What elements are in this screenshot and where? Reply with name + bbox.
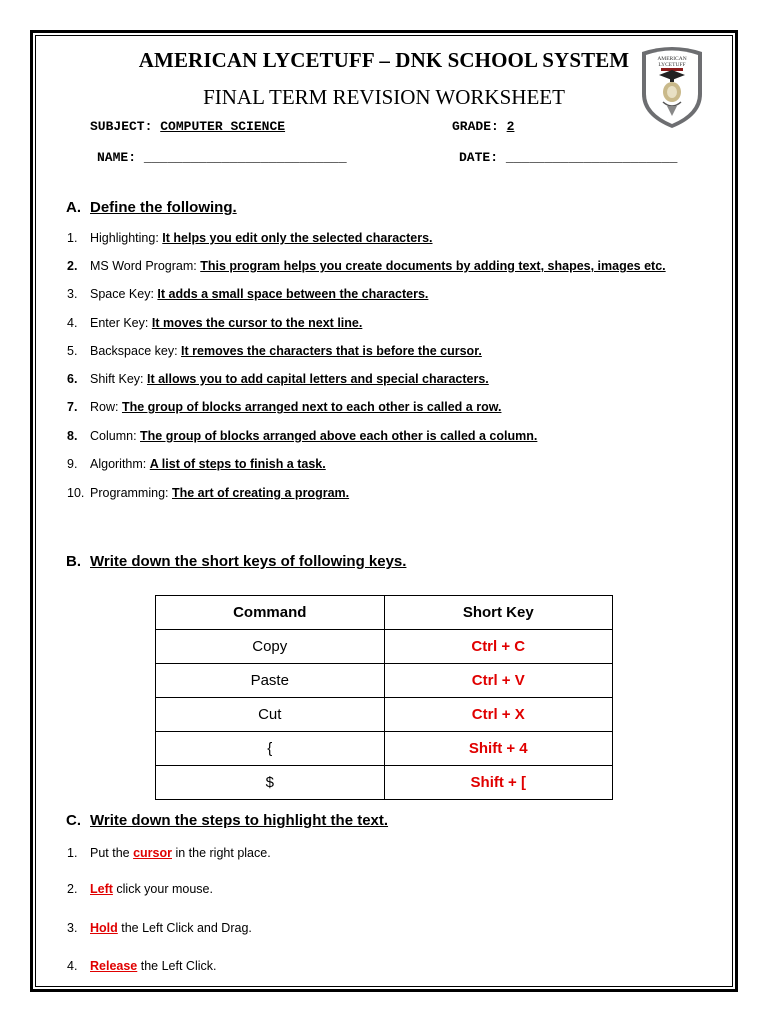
definition-term: Backspace key: <box>90 344 178 358</box>
definition-text: It helps you edit only the selected characters. <box>162 231 433 245</box>
definition-text: It allows you to add capital letters and special characters. <box>146 372 489 386</box>
definition-text: The group of blocks arranged next to each other is called a row. <box>121 400 502 414</box>
definition-term: Shift Key: <box>90 372 144 386</box>
definition-text: A list of steps to finish a task. <box>149 457 326 471</box>
short-key-cell: Shift + [ <box>384 766 613 800</box>
command-header: Command <box>156 596 385 630</box>
step-keyword: Hold <box>90 921 118 935</box>
command-cell: Cut <box>156 698 385 732</box>
table-row <box>156 732 613 766</box>
school-logo-icon <box>637 44 707 130</box>
definition-item: 8. Column: The group of blocks arranged above each other is called a column. <box>67 429 538 443</box>
step-keyword: Left <box>90 882 113 896</box>
definition-text: It moves the cursor to the next line. <box>151 316 363 330</box>
definition-item: 1. Highlighting: It helps you edit only the selected characters. <box>67 231 433 245</box>
section-c-letter: C. <box>66 812 81 829</box>
table-row <box>156 698 613 732</box>
section-b-heading <box>66 553 406 570</box>
table-row <box>156 766 613 800</box>
step-keyword: cursor <box>133 846 172 860</box>
section-b-title: Write down the short keys of following keys. <box>90 553 407 570</box>
step-keyword: Release <box>90 959 138 973</box>
definition-item: 5. Backspace key: It removes the characters that is before the cursor. <box>67 344 482 358</box>
grade-value: 2 <box>506 119 515 134</box>
subject-label: SUBJECT: <box>90 119 153 134</box>
section-a-letter: A. <box>66 199 81 216</box>
step-item: 3. Hold the Left Click and Drag. <box>67 921 252 935</box>
short-key-cell: Ctrl + C <box>384 630 613 664</box>
step-item: 1. Put the cursor in the right place. <box>67 846 271 860</box>
definition-text: It adds a small space between the characters. <box>157 287 429 301</box>
definition-item: 2. MS Word Program: This program helps you create documents by adding text, shapes, images etc. <box>67 259 666 273</box>
grade-label: GRADE: <box>452 119 499 134</box>
definition-text: The art of creating a program. <box>171 486 350 500</box>
step-item: 4. Release the Left Click. <box>67 959 217 973</box>
section-a-title: Define the following. <box>90 199 237 216</box>
short-key-cell: Ctrl + X <box>384 698 613 732</box>
logo-text-lycetuff: LYCETUFF <box>658 62 686 68</box>
definition-text: This program helps you create documents by adding text, shapes, images etc. <box>200 259 666 273</box>
definition-text: It removes the characters that is before the cursor. <box>181 344 482 358</box>
definition-item: 3. Space Key: It adds a small space between the characters. <box>67 287 429 301</box>
definition-item: 9. Algorithm: A list of steps to finish a task. <box>67 457 326 471</box>
logo-text-american: AMERICAN <box>657 56 687 62</box>
section-a-heading <box>66 199 237 216</box>
definition-text: The group of blocks arranged above each other is called a column. <box>140 429 538 443</box>
worksheet-title: FINAL TERM REVISION WORKSHEET <box>203 85 565 109</box>
definition-term: Programming: <box>90 486 169 500</box>
table-header-row <box>156 596 613 630</box>
subject-value: COMPUTER SCIENCE <box>160 119 286 134</box>
definition-term: Enter Key: <box>90 316 149 330</box>
date-blank: ______________________ <box>505 150 678 165</box>
definition-term: Space Key: <box>90 287 154 301</box>
command-cell: { <box>156 732 385 766</box>
command-cell: $ <box>156 766 385 800</box>
table-row <box>156 630 613 664</box>
date-label: DATE: <box>459 150 499 165</box>
shortcut-table <box>155 595 613 800</box>
name-blank: __________________________ <box>143 150 347 165</box>
definition-term: Algorithm: <box>90 457 147 471</box>
step-item: 2. Left click your mouse. <box>67 882 213 896</box>
page-border-inner <box>35 35 733 987</box>
command-cell: Paste <box>156 664 385 698</box>
short-key-cell: Ctrl + V <box>384 664 613 698</box>
definition-term: Row: <box>90 400 119 414</box>
school-name: AMERICAN LYCETUFF – DNK SCHOOL SYSTEM <box>138 48 630 72</box>
definition-item: 7. Row: The group of blocks arranged next to each other is called a row. <box>67 400 502 414</box>
definition-item: 10. Programming: The art of creating a program. <box>67 486 350 500</box>
name-line <box>97 150 347 165</box>
definition-term: MS Word Program: <box>90 259 197 273</box>
definition-item: 6. Shift Key: It allows you to add capital letters and special characters. <box>67 372 489 386</box>
definition-term: Column: <box>90 429 137 443</box>
date-line <box>459 150 677 165</box>
short-key-header: Short Key <box>384 596 613 630</box>
short-key-cell: Shift + 4 <box>384 732 613 766</box>
definition-item: 4. Enter Key: It moves the cursor to the next line. <box>67 316 363 330</box>
section-c-title: Write down the steps to highlight the text. <box>90 812 389 829</box>
definition-term: Highlighting: <box>90 231 159 245</box>
section-b-letter: B. <box>66 553 81 570</box>
table-row <box>156 664 613 698</box>
section-c-heading <box>66 812 388 829</box>
name-label: NAME: <box>97 150 137 165</box>
grade-line <box>452 119 514 134</box>
subject-line <box>90 119 285 134</box>
command-cell: Copy <box>156 630 385 664</box>
